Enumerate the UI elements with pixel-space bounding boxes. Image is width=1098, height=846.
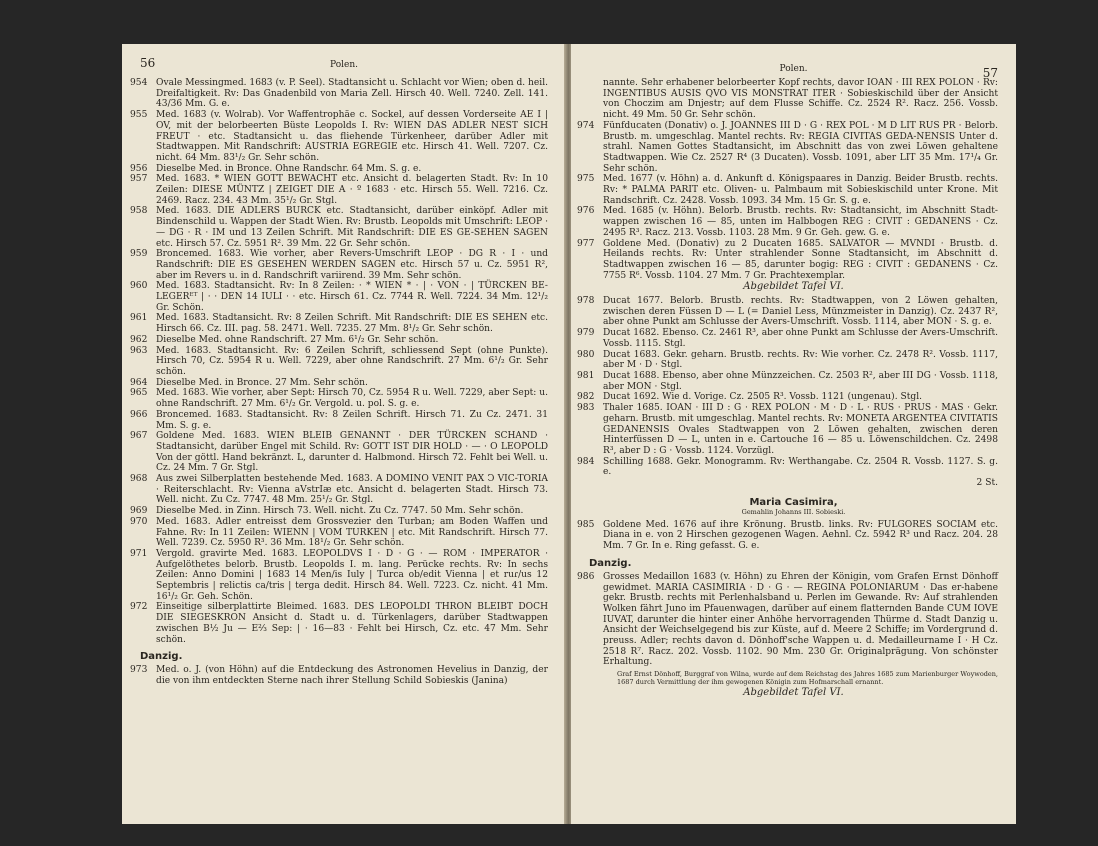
entry-number: 969: [130, 506, 148, 517]
catalog-entry: [577, 456, 998, 478]
catalog-entry: [577, 296, 998, 328]
entry-text: Ducat 1683. Gekr. geharn. Brustb. rechts. Rv: Wie vorher. Cz. 2478 R². Vossb. 1117, aber M · D · Stgl.: [603, 349, 998, 371]
catalog-entry: [130, 431, 548, 474]
catalog-entry: [577, 120, 998, 175]
entry-text: Med. 1685 (v. Höhn). Belorb. Brustb. rechts. Rv: Stadtansicht, im Abschnitt Stadt-wappen zwischen 16 — 85, unten im Halbbogen REG : CIVIT : GEDANENS · Cz. 2495 R³. Racz. 213. Vossb. 1103. 28 Mm. 9 Gr. Geh. gew. G. e.: [603, 206, 998, 238]
catalog-entry: [130, 206, 548, 249]
catalog-entry: [577, 519, 998, 552]
entry-number: 959: [130, 249, 148, 260]
catalog-entry: [130, 548, 548, 603]
catalog-entry: [130, 516, 548, 549]
catalog-entry: [130, 174, 548, 206]
catalog-entry: [130, 506, 548, 517]
entry-number: 980: [577, 349, 595, 360]
entry-text: Med. 1683. * WIEN GOTT BEWACHT etc. Ansicht d. belagerten Stadt. Rv: In 10 Zeilen: DIESE MÜNTZ | ZEIGET DIE A · º 1683 · etc. Hirsch 55. Well. 7216. Cz. 2469. Racz. 234. 43 Mm. 35¹/₂ Gr. Stgl.: [156, 174, 548, 206]
entry-number: 961: [130, 313, 148, 324]
entry-text: Med. 1683. DIE ADLERS BURCK etc. Stadtansicht, darüber einköpf. Adler mit Bindenschild u. Wappen der Stadt Wien. Rv: Brustb. Leopolds mit Umschrift: LEOP · — DG · R · IM und 13 Zeilen Schrift. Mit Randschrift: DIE ES GE-SEHEN SAGEN etc. Hirsch 57. Cz. 5951 R². 39 Mm. 22 Gr. Sehr schön.: [156, 206, 548, 249]
entry-number: 970: [130, 516, 148, 527]
running-head: Polen.: [779, 64, 808, 74]
entry-number: 977: [577, 238, 595, 249]
catalog-entry: [577, 392, 998, 403]
catalog-entry: [577, 571, 998, 668]
right-page: [571, 44, 1016, 824]
entry-text: Med. 1683 (v. Wolrab). Vor Waffentrophäe c. Sockel, auf dessen Vorderseite AE I | OV, mit der belorbeerten Büste Leopolds I. Rv: WIEN DAS ADLER NEST SICH FREUT · etc. Stadtansicht u. das fliehende Türkenheer, darüber Adler mit Stadtwappen. Mit Randschrift: AUSTRIA EGREGIE etc. Hirsch 41. Well. 7207. Cz. nicht. 64 Mm. 83¹/₂ Gr. Sehr schön.: [156, 110, 548, 163]
entry-text: Einseitige silberplattirte Bleimed. 1683. DES LEOPOLDI THRON BLEIBT DOCH DIE SIEGESKRON Ansicht d. Stadt u. d. Türkenlagers, darüber Stadtwappen zwischen B½ Ju — E⅔ Sep: | · 16—83 · Fehlt bei Hirsch, Cz. etc. 47 Mm. Sehr schön.: [156, 602, 548, 645]
catalog-entry: [130, 377, 548, 389]
entry-text: Fünfducaten (Donativ) o. J. JOANNES III D · G · REX POL · M D LIT RUS PR · Belorb. Brustb. m. umgeschlag. Mantel rechts. Rv: REGIA CIVITAS GEDA-NENSIS Unter d. strahl. Namen Gottes Stadtansicht, im Abschnitt das von zwei Löwen gehaltene Stadtwappen. Wie Cz. 2527 R⁴ (3 Ducaten). Vossb. 1091, aber LIT 35 Mm. 17¹/₄ Gr. Sehr schön.: [603, 120, 998, 174]
entry-text: Ovale Messingmed. 1683 (v. P. Seel). Stadtansicht u. Schlacht vor Wien; oben d. heil. Dreifaltigkeit. Rv: Das Gnadenbild von Maria Zell. Hirsch 40. Well. 7240. Zell. 141. 43/36 Mm. G. e.: [156, 78, 549, 110]
page-header: [589, 54, 998, 78]
section-heading: Maria Casimira,: [749, 496, 838, 508]
entry-text: Dieselbe Med. in Bronce. 27 Mm. Sehr schön.: [156, 377, 368, 388]
entry-number: 960: [130, 281, 148, 292]
entry-text: Med. 1683. Adler entreisst dem Grossvezier den Turban; am Boden Waffen und Fahne. Rv: In 11 Zeilen: WIENN | VOM TURKEN | etc. Mit Randschrift. Hirsch 77. Well. 7239. Cz. 5950 R³. 36 Mm. 18¹/₂ Gr. Sehr schön.: [156, 516, 548, 549]
entry-number: 957: [130, 174, 148, 185]
entry-text: Ducat 1677. Belorb. Brustb. rechts. Rv: Stadtwappen, von 2 Löwen gehalten, zwischen deren Füssen D — L (= Daniel Less, Münzmeister in Danzig). Cz. 2437 R², aber ohne Punkt am Schlusse der Avers-Umschrift. Vossb. 1114, aber MON · S. g. e.: [603, 296, 998, 328]
section-heading: Danzig.: [140, 651, 183, 663]
catalog-entry: [130, 665, 548, 686]
catalog-entry: [130, 313, 548, 335]
catalog-entry: [130, 334, 548, 346]
entry-number: 967: [130, 431, 148, 442]
entry-number: 978: [577, 296, 595, 307]
entry-number: 972: [130, 602, 148, 613]
entry-text: Ducat 1692. Wie d. Vorige. Cz. 2505 R³. Vossb. 1121 (ungenau). Stgl.: [603, 392, 922, 403]
entry-number: 962: [130, 334, 148, 345]
entry-text: Med. 1683. Wie vorher, aber Sept: Hirsch 70, Cz. 5954 R u. Well. 7229, aber Sept: u. ohne Randschrift. 27 Mm. 6¹/₂ Gr. Vergold. u. pol. S. g. e.: [156, 388, 548, 410]
entry-text: Med. 1677 (v. Höhn) a. d. Ankunft d. Königspaares in Danzig. Beider Brustb. rechts. Rv: * PALMA PARIT etc. Oliven- u. Palmbaum mit Sobieskischild unter Krone. Mit Randschrift. Cz. 2428. Vossb. 1093. 34 Mm. 15 Gr. S. g. e.: [603, 174, 998, 206]
catalog-entries: [577, 571, 998, 668]
catalog-entry: [130, 110, 548, 164]
entry-group-a: [577, 120, 998, 282]
catalog-entry: [130, 388, 548, 410]
entry-text: Dieselbe Med. ohne Randschrift. 27 Mm. 6¹/₂ Gr. Sehr schön.: [156, 334, 439, 345]
entry-number: 974: [577, 120, 595, 131]
entry-number: 955: [130, 110, 148, 121]
catalog-entry: [130, 78, 549, 110]
running-head: Polen.: [330, 60, 358, 70]
entry-number: 985: [577, 519, 595, 530]
catalog-entry: [577, 238, 998, 282]
entry-number: 979: [577, 328, 595, 339]
entry-number: 963: [130, 345, 148, 356]
catalog-entry: [577, 349, 998, 371]
entry-text: Goldene Med. 1683. WIEN BLEIB GENANNT · DER TÜRCKEN SCHAND · Stadtansicht, darüber Engel mit Schild. Rv: GOTT IST DIR HOLD · — · O LEOPOLD Von der göttl. Hand bekränzt. L, darunter d. Halbmond. Hirsch 72. Fehlt bei Well. u. Cz. 24 Mm. 7 Gr. Stgl.: [156, 431, 548, 474]
entry-group-b: [577, 296, 998, 478]
catalog-entries-tail: [130, 665, 548, 686]
entry-number: 968: [130, 474, 148, 485]
entry-number: 983: [577, 403, 595, 414]
entry-text: Ducat 1682. Ebenso. Cz. 2461 R³, aber ohne Punkt am Schlusse der Avers-Umschrift. Vossb. 1115. Stgl.: [603, 328, 998, 349]
entry-number: 954: [130, 78, 148, 88]
entry-number: 965: [130, 388, 148, 399]
catalog-entry: [130, 281, 548, 313]
catalog-entry: [130, 345, 548, 378]
page-number: 56: [140, 56, 156, 70]
catalog-entry: [577, 403, 998, 457]
page-number: 57: [982, 66, 998, 80]
entry-number: 966: [130, 409, 148, 420]
catalog-entry: [130, 163, 548, 175]
entry-number: 986: [577, 571, 595, 582]
entry-text: Schilling 1688. Gekr. Monogramm. Rv: Werthangabe. Cz. 2504 R. Vossb. 1127. S. g. e.: [603, 456, 998, 478]
entry-number: 976: [577, 206, 595, 217]
page-header: [140, 54, 548, 78]
catalog-entry: [577, 328, 998, 349]
catalog-entry: [130, 249, 548, 281]
entry-text: Med. 1683. Stadtansicht. Rv: In 8 Zeilen: · * WIEN * · | · VON · | TÜRCKEN BE-LEGERᴱᵀ | · · DEN 14 IULI · · etc. Hirsch 61. Cz. 7744 R. Well. 7224. 34 Mm. 12¹/₂ Gr. Schön.: [156, 281, 548, 313]
entry-text: Broncemed. 1683. Wie vorher, aber Revers-Umschrift LEOP · DG R · I · und Randschrift: DIE ES GESEHEN WERDEN SAGEN etc. Hirsch 57 u. Cz. 5951 R², aber im Revers u. in d. Randschrift variirend. 39 Mm. Sehr schön.: [156, 249, 548, 281]
entry-text: Aus zwei Silberplatten bestehende Med. 1683. A DOMINO VENIT PAX Ↄ VIC-TORIA · Reiterschlacht. Rv: Vienna aVstrIæ etc. Ansicht d. belagerten Stadt. Hirsch 73. Well. nicht. Zu Cz. 7747. 48 Mm. 25¹/₂ Gr. Stgl.: [156, 474, 548, 506]
entry-text: Broncemed. 1683. Stadtansicht. Rv: 8 Zeilen Schrift. Hirsch 71. Zu Cz. 2471. 31 Mm. S. g. e.: [156, 409, 548, 431]
entry-continuation: nannte. Sehr erhabener belorbeerter Kopf rechts, davor IOAN · III REX POLON · Rv: INGENTIBUS AUSIS QVO VIS MONSTRAT ITER · Sobieskischild über der Ansicht von Choczim am Dnjestr; auf dem Flusse Schiffe. Cz. 2524 R². Racz. 256. Vossb. nicht. 49 Mm. 50 Gr. Sehr schön.: [603, 78, 998, 121]
entry-number: 958: [130, 206, 148, 217]
plate-reference: Abgebildet Tafel VI.: [743, 281, 844, 293]
entry-number: 971: [130, 548, 148, 559]
entry-text: Ducat 1688. Ebenso, aber ohne Münzzeichen. Cz. 2503 R², aber III DG · Vossb. 1118, aber MON · Stgl.: [603, 370, 998, 392]
entry-number: 982: [577, 392, 595, 403]
section-heading-2: Danzig.: [589, 557, 632, 569]
catalog-entries: [577, 519, 998, 552]
plate-reference: Abgebildet Tafel VI.: [743, 687, 844, 699]
catalog-entries: [577, 78, 998, 489]
catalog-entry: [130, 602, 548, 645]
entry-number: 981: [577, 370, 595, 381]
entry-text: Thaler 1685. IOAN · III D : G · REX POLON · M · D · L · RUS · PRUS · MAS · Gekr. geharn. Brustb. mit umgeschlag. Mantel rechts. Rv: MONETA ARGENTEA CIVITATIS GEDANENSIS Ovales Stadtwappen von 2 Löwen gehalten, zwischen deren Hinterfüssen D — L, unten in e. Cartouche 16 — 85 u. Löwenschildchen. Cz. 2498 R³, aber D : G · Vossb. 1124. Vorzügl.: [603, 403, 998, 456]
entry-number: 964: [130, 377, 148, 388]
entry-text: Dieselbe Med. in Bronce. Ohne Randschr. 64 Mm. S. g. e.: [156, 163, 422, 174]
entry-text: Med. 1683. Stadtansicht. Rv: 8 Zeilen Schrift. Mit Randschrift: DIE ES SEHEN etc. Hirsch 66. Cz. III. pag. 58. 2471. Well. 7235. 27 Mm. 8¹/₂ Gr. Sehr schön.: [156, 313, 548, 335]
catalog-entry: [130, 474, 548, 506]
entry-text: Goldene Med. (Donativ) zu 2 Ducaten 1685. SALVATOR — MVNDI · Brustb. d. Heilands rechts. Rv: Unter strahlender Sonne Stadtansicht, im Abschnitt d. Stadtwappen zwischen 16 — 85, darunter bogig: REG : CIVIT : GEDANENS · Cz. 7755 R⁶. Vossb. 1104. 27 Mm. 7 Gr. Prachtexemplar.: [603, 238, 998, 281]
entry-number: 975: [577, 174, 595, 185]
entry-text: Dieselbe Med. in Zinn. Hirsch 73. Well. nicht. Zu Cz. 7747. 50 Mm. Sehr schön.: [156, 506, 524, 517]
catalog-entry: [577, 206, 998, 238]
footnote: Graf Ernst Dönhoff, Burggraf von Wilna, wurde auf dem Reichstag des Jahres 1685 zum Marienburger Woywoden, 1687 durch Vermittlung der ihm gewogenen Königin zum Hofmarschall ernannt.: [617, 670, 998, 687]
entry-number: 984: [577, 456, 595, 467]
entry-text: Med. o. J. (von Höhn) auf die Entdeckung des Astronomen Hevelius in Danzig, der die von ihm entdeckten Sterne nach ihrer Stellung Schild Sobieskis (Janina): [156, 665, 548, 686]
left-page: [122, 44, 566, 824]
catalog-entry: [130, 409, 548, 431]
entry-text: Vergold. gravirte Med. 1683. LEOPOLDVS I · D · G · — ROM · IMPERATOR · Aufgelöthetes belorb. Brustb. Leopolds I. m. lang. Perücke rechts. Rv: In sechs Zeilen: Anno Domini | 1683 14 Men/is Iuly | Turca ob/edit Vienna | et ruɾ/us 12 Septembris | relictis ca/tris | terga dedit. Hirsch 84. Well. 7223. Cz. nicht. 41 Mm. 16¹/₂ Gr. Geh. Schön.: [156, 548, 548, 602]
catalog-entry: [577, 174, 998, 206]
entry-number: 956: [130, 163, 148, 174]
entry-number: 973: [130, 665, 148, 676]
entry-text: Grosses Medaillon 1683 (v. Höhn) zu Ehren der Königin, vom Grafen Ernst Dönhoff gewidmet. MARIA CASIMIRIA · D · G · — REGINA POLONIARUM · Das er-habene gekr. Brustb. rechts mit Perlenhalsband u. Perlen im Gewande. Rv: Auf strahlenden Wolken fährt Juno im Pfauenwagen, darüber auf einem flatternden Bande CUM IOVE IUVAT, darunter die hinter einer Anhöhe hervorragenden Thürme d. Stadt Danzig u. Ansicht der Weichselgegend bis zur Küste, auf d. Meere 2 Schiffe; im Vordergrund d. preuss. Adler; rechts davon d. Dönhoff'sche Wappen u. d. Medailleurname I · H Cz. 2518 R⁷. Racz. 202. Vossb. 1102. 90 Mm. 230 Gr. Originalprägung. Von schönster Erhaltung.: [603, 571, 998, 668]
catalog-entry: [577, 370, 998, 392]
catalog-entries: [130, 78, 549, 645]
quantity-note: 2 St.: [976, 478, 998, 489]
entry-text: Med. 1683. Stadtansicht. Rv: 6 Zeilen Schrift, schliessend Sept (ohne Punkte). Hirsch 70, Cz. 5954 R u. Well. 7229, aber ohne Randschrift. 27 Mm. 6¹/₂ Gr. Sehr schön.: [156, 345, 548, 377]
entry-text: Goldene Med. 1676 auf ihre Krönung. Brustb. links. Rv: FULGORES SOCIAM etc. Diana in e. von 2 Hirschen gezogenen Wagen. Aehnl. Cz. 5942 R³ und Racz. 204. 28 Mm. 7 Gr. In e. Ring gefasst. G. e.: [603, 519, 998, 552]
section-subline: Gemahlin Johanns III. Sobieski.: [741, 507, 846, 516]
